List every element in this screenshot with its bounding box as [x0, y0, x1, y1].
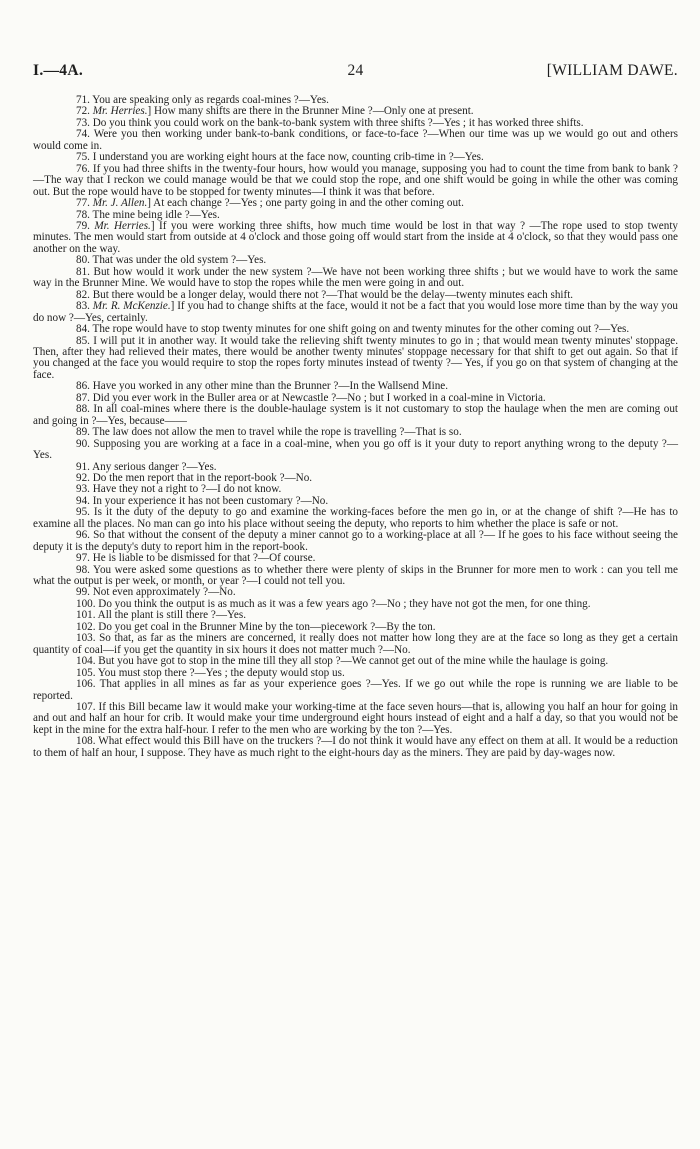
qa-text: 106. That applies in all mines as far as your experience goes ?—Yes. If we go out while the rope is running we are liable to be reported. — [33, 678, 678, 702]
document-reference: I.—4A. — [33, 62, 84, 79]
qa-paragraph — [33, 702, 678, 736]
qa-text: 107. If this Bill became law it would make your working-time at the face seven hours—that is, allowing you half an hour for going in and out and half an hour for crib. It would make your time underground eight hours instead of eight and a half a day, so that you would not be kept in the mine for the extra half-hour. I refer to the men who are working by the ton ?—Yes. — [33, 701, 678, 736]
qa-text: 76. If you had three shifts in the twenty-four hours, how would you manage, supposing you had to count the time from bank to bank ?—The way that I reckon we could manage would be that we could stop the rope, and one shift would be going in while the other was coming out. But the rope would have to be stopped for twenty minutes—I think it was that before. — [33, 162, 678, 198]
qa-text: 102. Do you get coal in the Brunner Mine by the ton—piecework ?—By the ton. — [76, 620, 436, 633]
qa-paragraph — [33, 301, 678, 324]
qa-text: 84. The rope would have to stop twenty minutes for one shift going on and twenty minutes for the other coming out ?—Yes. — [76, 323, 630, 336]
qa-text: 91. Any serious danger ?—Yes. — [76, 460, 217, 473]
qa-text: 105. You must stop there ?—Yes ; the deputy would stop us. — [76, 666, 345, 679]
qa-paragraph — [33, 633, 678, 656]
qa-text: 75. I understand you are working eight hours at the face now, counting crib-time in ?—Yes. — [76, 151, 484, 164]
qa-paragraph — [33, 679, 678, 702]
qa-text: 81. But how would it work under the new system ?—We have not been working three shifts ; but we would have to work the same way in the Brunner Mine. We would have to stop the ropes while the men were going in and out. — [33, 265, 678, 290]
qa-text: 99. Not even approximately ?—No. — [76, 586, 236, 599]
qa-text: 80. That was under the old system ?—Yes. — [76, 254, 267, 267]
qa-text: 100. Do you think the output is as much as it was a few years ago ?—No ; they have not got the men, for one thing. — [76, 597, 591, 610]
running-head — [33, 62, 678, 82]
qa-text: 96. So that without the consent of the deputy a miner cannot go to a working-place at all ?— If he goes to his face without seeing the deputy it is the deputy's duty to report him in the report-book. — [33, 529, 678, 553]
testimony-body — [33, 95, 678, 759]
qa-text: 72. — [76, 105, 93, 118]
qa-paragraph — [33, 439, 678, 462]
qa-text: 103. So that, as far as the miners are concerned, it really does not matter how long they are at the face so long as they get a certain quantity of coal—if you get the quantity in six hours it does not matter much ?—No. — [33, 632, 678, 656]
qa-paragraph — [33, 736, 678, 759]
qa-text: ] How many shifts are there in the Brunner Mine ?—Only one at present. — [147, 105, 474, 118]
qa-paragraph — [33, 129, 678, 152]
page-number: 24 — [347, 62, 364, 79]
qa-paragraph — [33, 221, 678, 255]
witness-name: [WILLIAM DAWE. — [546, 62, 678, 79]
qa-text: 101. All the plant is still there ?—Yes. — [76, 609, 246, 622]
qa-text: 83. — [76, 300, 93, 313]
qa-paragraph — [33, 507, 678, 530]
qa-text: 82. But there would be a longer delay, would there not ?—That would be the delay—twenty minutes each shift. — [76, 288, 574, 301]
qa-text: 94. In your experience it has not been customary ?—No. — [76, 494, 329, 507]
qa-text: 73. Do you think you could work on the bank-to-bank system with three shifts ?—Yes ; it has worked three shifts. — [76, 116, 584, 129]
qa-text: 97. He is liable to be dismissed for that ?—Of course. — [76, 552, 316, 565]
qa-text: 89. The law does not allow the men to travel while the rope is travelling ?—That is so. — [76, 426, 462, 439]
speaker-name: Mr. R. McKenzie. — [92, 300, 171, 313]
qa-text: 87. Did you ever work in the Buller area or at Newcastle ?—No ; but I worked in a coal-mine in Victoria. — [76, 391, 546, 404]
qa-text: 77. — [76, 197, 93, 210]
qa-text: ] At each change ?—Yes ; one party going in and the other coming out. — [147, 197, 464, 210]
qa-text: ] If you were working three shifts, how much time would be lost in that way ? —The rope used to stop twenty minutes. The men would start from outside at 4 o'clock and those going off would start from the inside at 4 o'clock, so that they would pass one another on the way. — [33, 219, 678, 255]
qa-text: ] If you had to change shifts at the face, would it not be a fact that you would lose more time than by the way you do now ?—Yes, certainly. — [33, 300, 678, 324]
speaker-name: Mr. J. Allen. — [92, 197, 148, 210]
qa-text: 95. Is it the duty of the deputy to go and examine the working-faces before the men go in, or at the change of shift ?—He has to examine all the places. No man can go into his place without seeing the deputy, who reports to him whether the place is safe or not. — [33, 506, 678, 530]
qa-text: 90. Supposing you are working at a face in a coal-mine, when you go off is it your duty to report anything wrong to the deputy ?—Yes. — [33, 437, 678, 462]
qa-text: 86. Have you worked in any other mine than the Brunner ?—In the Wallsend Mine. — [76, 380, 449, 393]
qa-paragraph — [33, 164, 678, 198]
qa-text: 104. But you have got to stop in the mine till they all stop ?—We cannot get out of the mine while the haulage is going. — [76, 655, 609, 668]
qa-text: 92. Do the men report that in the report-book ?—No. — [76, 471, 313, 484]
qa-paragraph — [33, 267, 678, 290]
qa-text: 98. You were asked some questions as to whether there were plenty of skips in the Brunner for more men to work : can you tell me what the output is per week, or month, or year ?—I could not tell you. — [33, 563, 678, 588]
qa-paragraph — [33, 565, 678, 588]
speaker-name: Mr. Herries. — [92, 105, 148, 118]
speaker-name: Mr. Herries. — [94, 219, 151, 232]
qa-text: 88. In all coal-mines where there is the double-haulage system is it not customary to stop the haulage when the men are coming out and going in ?—Yes, because—— — [33, 403, 678, 427]
qa-paragraph — [33, 336, 678, 382]
qa-text: 79. — [76, 219, 95, 232]
qa-text: 93. Have they not a right to ?—I do not know. — [76, 483, 282, 496]
qa-paragraph — [33, 404, 678, 427]
qa-paragraph — [33, 530, 678, 553]
qa-text: 85. I will put it in another way. It would take the relieving shift twenty minutes to go in ; that would mean twenty minutes' stoppage. Then, after they had relieved their mates, there would be another twenty minutes' stoppage necessary for that shift to get out again. So that if you changed at the face you would require to stop the ropes forty minutes instead of twenty ?— Yes, if you go on that system of changing at the face. — [33, 334, 678, 381]
qa-text: 78. The mine being idle ?—Yes. — [76, 208, 220, 221]
qa-text: 74. Were you then working under bank-to-bank conditions, or face-to-face ?—When our time was up we would go out and others would come in. — [33, 128, 678, 152]
qa-text: 108. What effect would this Bill have on the truckers ?—I do not think it would have any effect on them at all. It would be a reduction to them of half an hour, I suppose. They have as much right to the eight-hours day as the miners. They are paid by day-wages now. — [33, 735, 678, 759]
qa-text: 71. You are speaking only as regards coal-mines ?—Yes. — [76, 94, 329, 106]
